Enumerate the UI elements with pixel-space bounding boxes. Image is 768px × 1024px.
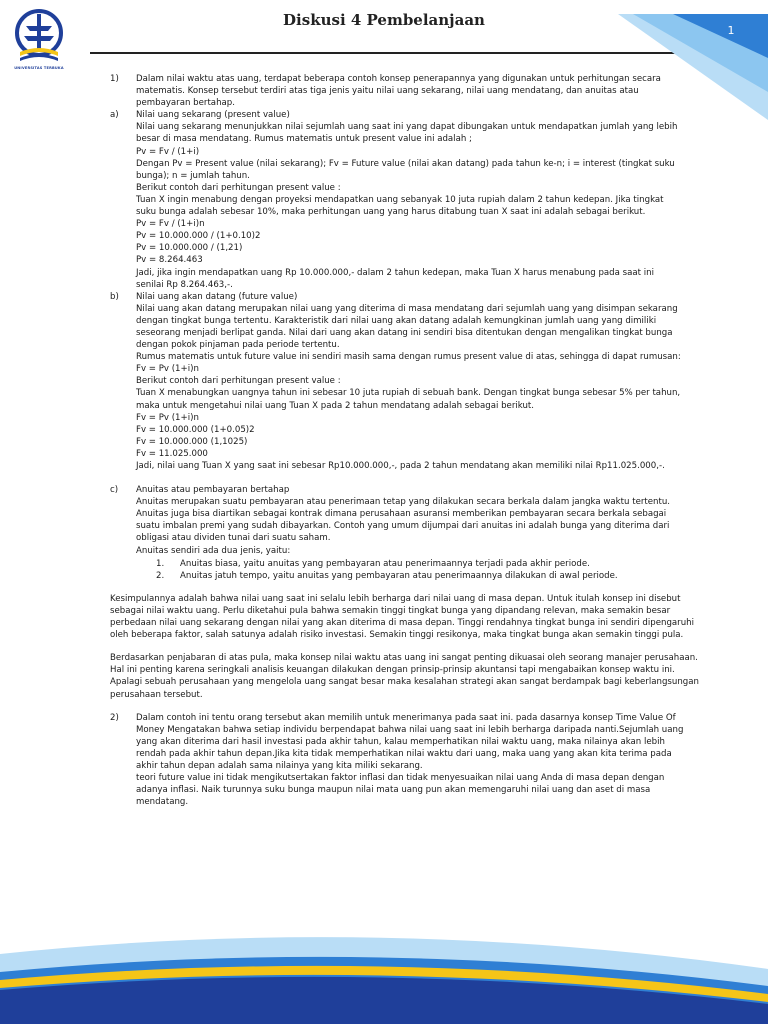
formula: Pv = 8.264.463 <box>136 255 203 266</box>
item-line: Nilai uang akan datang merupakan nilai uang yang diterima di masa mendatang dari sejumlah uang yang disimpan sekarang dengan tingkat bunga tertentu. Karakteristik dari nilai uang akan datang adalah kemungkinan jumlah uang yang dimiliki seseorang menjadi berlipat ganda. Nilai dari uang akan datang ini sendiri bisa ditentukan dengan mengalikan tingkat bunga dengan pokok pinjaman pada periode tertentu. <box>136 303 678 351</box>
formula: Pv = Fv / (1+i) <box>136 146 200 157</box>
item-line: Tuan X ingin menabung dengan proyeksi mendapatkan uang sebanyak 10 juta rupiah dalam 2 tahun kedepan. Jika tingkat suku bunga adalah sebesar 10%, maka perhitungan uang yang harus ditabung tuan X saat ini adalah sebagai berikut. <box>136 194 664 218</box>
formula: Fv = 11.025.000 <box>136 448 208 459</box>
sub-list-marker: 2. <box>156 570 165 581</box>
list-marker: a) <box>110 110 119 121</box>
formula: Pv = 10.000.000 / (1+0.10)2 <box>136 231 261 242</box>
item-line: Tuan X menabungkan uangnya tahun ini sebesar 10 juta rupiah di sebuah bank. Dengan tingkat bunga sebesar 5% per tahun, maka untuk mengetahui nilai uang Tuan X pada 2 tahun mendatang adalah sebagai berikut. <box>136 388 681 411</box>
item-heading: Nilai uang akan datang (future value) <box>136 291 298 302</box>
item-line: Anuitas sendiri ada dua jenis, yaitu: <box>136 545 291 556</box>
footer-wave-decoration-icon <box>0 914 768 1024</box>
sub-list-text: Anuitas jatuh tempo, yaitu anuitas yang pembayaran atau penerimaannya dilakukan di awal periode. <box>180 570 618 581</box>
sub-list-text: Anuitas biasa, yaitu anuitas yang pembayaran atau penerimaannya terjadi pada akhir periode. <box>180 558 590 569</box>
item-line: Dengan Pv = Present value (nilai sekarang); Fv = Future value (nilai akan datang) pada tahun ke-n; i = interest (tingkat suku bunga); n = jumlah tahun. <box>136 158 675 181</box>
formula: Fv = Pv (1+i)n <box>136 364 199 375</box>
list-marker: 2) <box>110 712 119 723</box>
annuity-types-list <box>136 558 684 582</box>
item-heading: Nilai uang sekarang (present value) <box>136 110 290 121</box>
item-line: Berikut contoh dari perhitungan present value : <box>136 182 341 193</box>
item-line: Anuitas merupakan suatu pembayaran atau penerimaan tetap yang dilakukan secara berkala dalam jangka waktu tertentu. Anuitas juga bisa diartikan sebagai kontrak dimana perusahaan asuransi memberikan pembayaran secara berkala sebagai suatu imbalan premi yang sudah dibayarkan. Contoh yang umum dijumpai dari anuitas ini adalah bunga yang diterima dari obligasi atau dividen tunai dari suatu saham. <box>136 497 671 544</box>
item-text: Dalam nilai waktu atas uang, terdapat beberapa contoh konsep penerapannya yang digunakan untuk perhitungan secara matematis. Konsep tersebut terdiri atas tiga jenis yaitu nilai uang sekarang, nilai uang mendatang, dan anuitas atau pembayaran bertahap. <box>136 74 661 109</box>
item-line: Rumus matematis untuk future value ini sendiri masih sama dengan rumus present value di atas, sehingga di dapat rumusan: <box>136 352 681 363</box>
sub-list-item <box>136 570 684 582</box>
formula: Pv = Fv / (1+i)n <box>136 219 205 230</box>
list-item-1 <box>110 73 684 109</box>
list-item-c <box>110 484 684 582</box>
sub-list-marker: 1. <box>156 558 165 569</box>
sub-list-item <box>136 558 684 570</box>
list-marker: 1) <box>110 74 119 84</box>
logo-caption: UNIVERSITAS TERBUKA <box>14 66 64 70</box>
list-item-2 <box>110 712 684 809</box>
conclusion-paragraph: Kesimpulannya adalah bahwa nilai uang saat ini selalu lebih berharga dari nilai uang di masa depan. Untuk itulah konsep ini disebut sebagai nilai waktu uang. Perlu diketahui pula bahwa semakin tinggi tingkat bunga yang dipandang relevan, maka semakin besar perbedaan nilai uang sekarang dengan nilai yang akan diterima di masa depan. Tinggi rendahnya tingkat bunga ini sendiri dipengaruhi oleh beberapa faktor, salah satunya adalah risiko investasi. Semakin tinggi resikonya, maka tingkat bunga akan semakin tinggi pula. <box>110 593 694 641</box>
list-item-a <box>110 109 684 290</box>
item-line: Nilai uang sekarang menunjukkan nilai sejumlah uang saat ini yang dapat dibungakan untuk mendapatkan jumlah yang lebih besar di masa mendatang. Rumus matematis untuk present value ini adalah ; <box>136 122 678 145</box>
document-body <box>110 73 699 808</box>
formula: Fv = 10.000.000 (1+0.05)2 <box>136 424 255 435</box>
list-marker: b) <box>110 291 119 302</box>
list-marker: c) <box>110 485 119 496</box>
item-line: Jadi, nilai uang Tuan X yang saat ini sebesar Rp10.000.000,-, pada 2 tahun mendatang akan memiliki nilai Rp11.025.000,-. <box>136 461 665 471</box>
manager-paragraph: Berdasarkan penjabaran di atas pula, maka konsep nilai waktu atas uang ini sangat penting dikuasai oleh seorang manajer perusahaan. Hal ini penting karena seringkali analisis keuangan dilakukan dengan prinsip-prinsip akuntansi tapi mengabaikan konsep waktu ini. Apalagi sebuah perusahaan yang mengelola uang sangat besar maka kesalahan strategi akan sangat berdampak bagi keberlangsungan perusahaan tersebut. <box>110 653 699 700</box>
page-number: 1 <box>727 24 735 37</box>
list-item-b <box>110 291 684 472</box>
item-heading: Anuitas atau pembayaran bertahap <box>136 485 290 496</box>
item-line: Jadi, jika ingin mendapatkan uang Rp 10.000.000,- dalam 2 tahun kedepan, maka Tuan X harus menabung pada saat ini senilai Rp 8.264.463,-. <box>136 267 654 290</box>
formula: Fv = Pv (1+i)n <box>136 412 199 423</box>
item-line: teori future value ini tidak mengikutsertakan faktor inflasi dan tidak menyesuaikan nilai uang Anda di masa depan dengan adanya inflasi. Naik turunnya suku bunga maupun nilai mata uang pun akan memengaruhi nilai uang dan aset di masa mendatang. <box>136 773 665 808</box>
item-line: Berikut contoh dari perhitungan present value : <box>136 376 341 387</box>
item-line: Dalam contoh ini tentu orang tersebut akan memilih untuk menerimanya pada saat ini. pada dasarnya konsep Time Value Of Money Mengatakan bahwa setiap individu berpendapat bahwa nilai uang saat ini lebih berharga daripada nanti.Sejumlah uang yang akan diterima dari hasil investasi pada akhir tahun, kalau memperhatikan nilai waktu uang, maka nilainya akan lebih rendah pada akhir tahun depan.Jika kita tidak memperhatikan nilai waktu dari uang, maka uang yang akan kita terima pada akhir tahun depan adalah sama nilainya yang kita miliki sekarang. <box>136 712 684 771</box>
formula: Fv = 10.000.000 (1,1025) <box>136 436 248 447</box>
formula: Pv = 10.000.000 / (1,21) <box>136 243 243 254</box>
page-title: Diskusi 4 Pembelanjaan <box>283 11 485 29</box>
